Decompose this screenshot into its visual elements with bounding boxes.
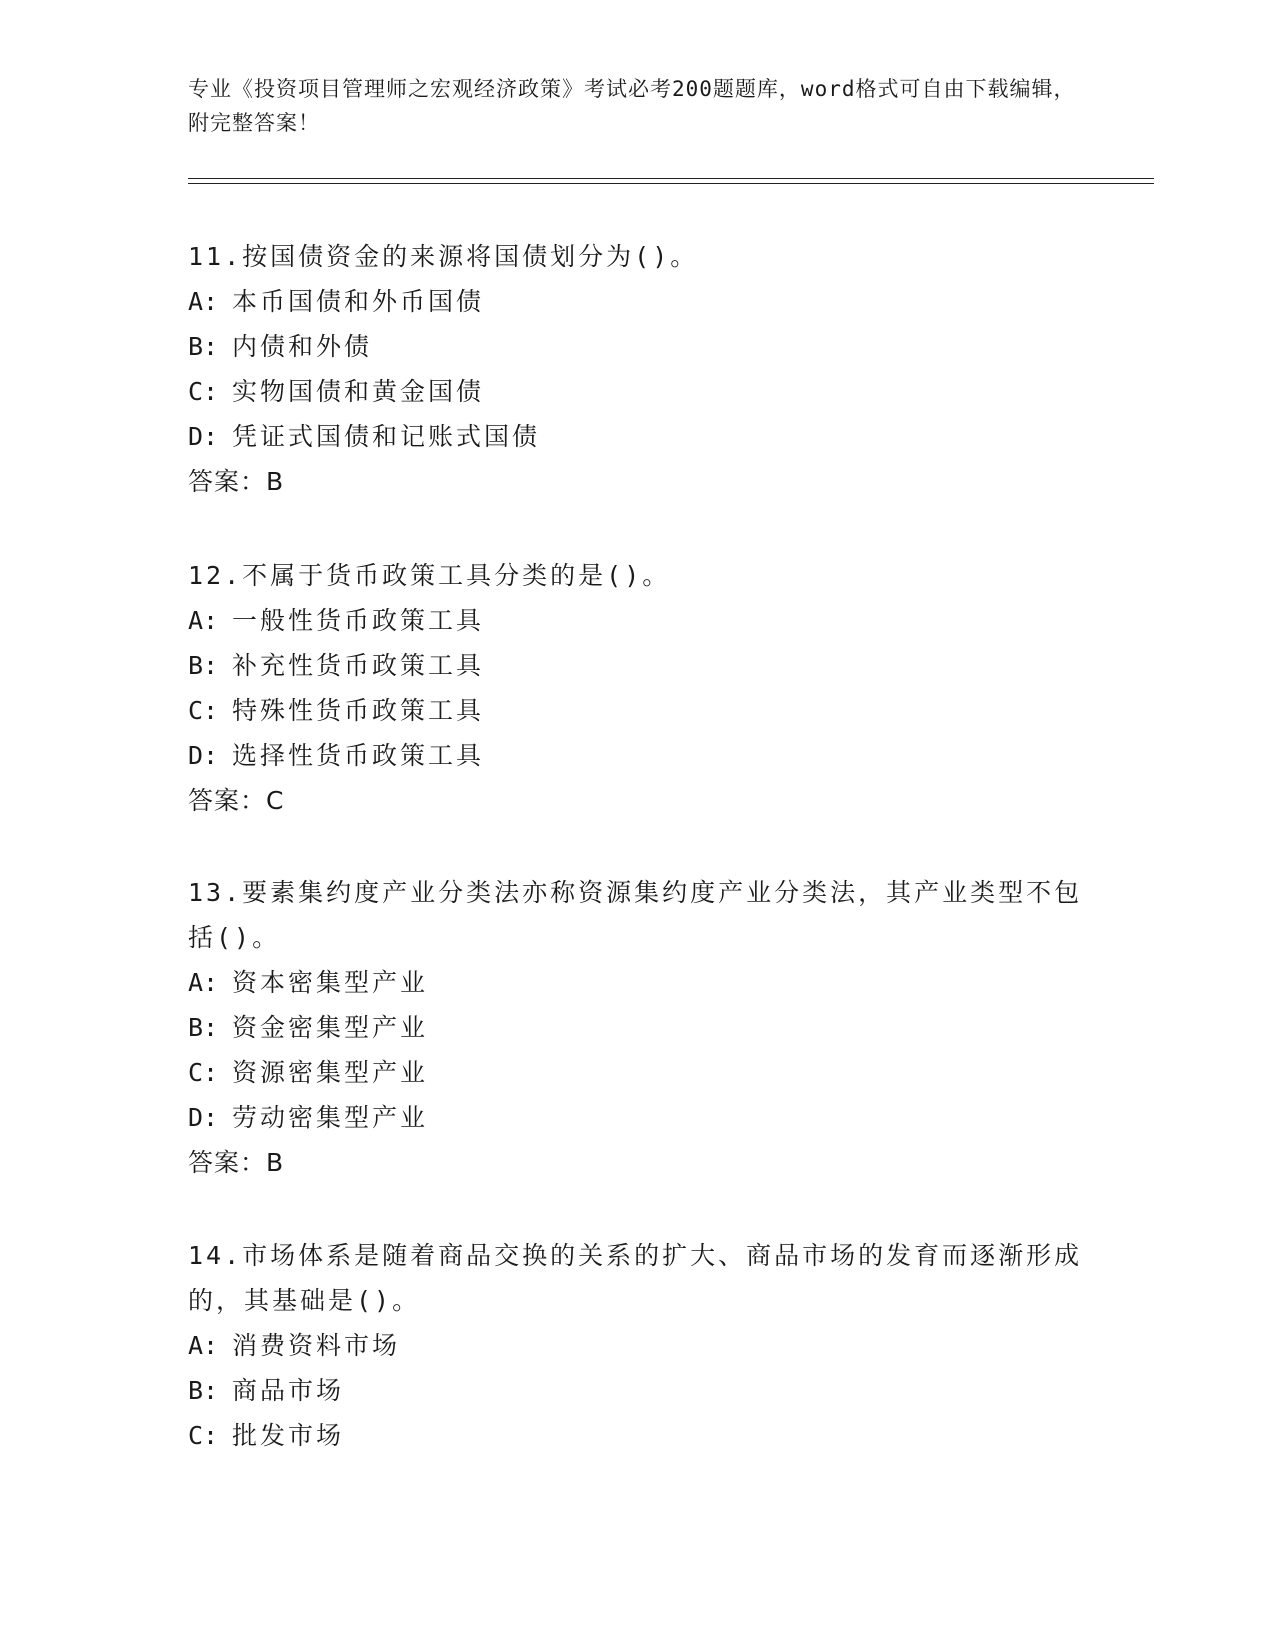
option-a [188, 598, 1088, 643]
option-b [188, 1005, 1088, 1050]
question-13 [188, 870, 1088, 1185]
option-letter: C: [188, 1421, 219, 1450]
option-text: 实物国债和黄金国债 [232, 377, 485, 406]
option-c [188, 1413, 1088, 1458]
question-stem: 14.市场体系是随着商品交换的关系的扩大、商品市场的发育而逐渐形成的，其基础是()。 [188, 1241, 1083, 1315]
option-text: 凭证式国债和记账式国债 [232, 422, 541, 451]
option-b [188, 643, 1088, 688]
question-stem: 13.要素集约度产业分类法亦称资源集约度产业分类法，其产业类型不包括()。 [188, 878, 1083, 952]
question-stem: 11.按国债资金的来源将国债划分为()。 [188, 242, 699, 271]
option-letter: C: [188, 696, 219, 725]
option-text: 本币国债和外币国债 [232, 287, 485, 316]
option-text: 特殊性货币政策工具 [232, 696, 485, 725]
option-d [188, 733, 1088, 778]
option-d [188, 1095, 1088, 1140]
header-text: 专业《投资项目管理师之宏观经济政策》考试必考200题题库，word格式可自由下载编辑，附完整答案！ [188, 77, 1076, 135]
option-c [188, 1050, 1088, 1095]
option-text: 消费资料市场 [232, 1331, 401, 1360]
option-a [188, 1323, 1088, 1368]
option-letter: D: [188, 741, 219, 770]
option-letter: D: [188, 422, 219, 451]
document-header [188, 72, 1088, 140]
option-letter: D: [188, 1103, 219, 1132]
option-letter: B: [188, 1013, 219, 1042]
option-text: 资金密集型产业 [232, 1013, 429, 1042]
option-text: 内债和外债 [232, 332, 373, 361]
question-12 [188, 553, 1088, 823]
option-letter: A: [188, 606, 219, 635]
header-divider-top [188, 178, 1154, 179]
question-stem: 12.不属于货币政策工具分类的是()。 [188, 561, 671, 590]
option-letter: C: [188, 377, 219, 406]
header-divider-bottom [188, 183, 1154, 184]
option-d [188, 414, 1088, 459]
option-c [188, 369, 1088, 414]
option-b [188, 324, 1088, 369]
option-c [188, 688, 1088, 733]
option-letter: B: [188, 332, 219, 361]
option-letter: B: [188, 651, 219, 680]
option-letter: B: [188, 1376, 219, 1405]
option-letter: A: [188, 968, 219, 997]
answer-line: 答案：C [188, 786, 285, 815]
question-14 [188, 1233, 1088, 1458]
option-a [188, 279, 1088, 324]
option-text: 资源密集型产业 [232, 1058, 429, 1087]
option-a [188, 960, 1088, 1005]
option-letter: A: [188, 1331, 219, 1360]
option-letter: C: [188, 1058, 219, 1087]
answer-line: 答案：B [188, 1148, 285, 1177]
question-11 [188, 234, 1088, 504]
answer-line: 答案：B [188, 467, 285, 496]
option-letter: A: [188, 287, 219, 316]
option-text: 选择性货币政策工具 [232, 741, 485, 770]
option-text: 资本密集型产业 [232, 968, 429, 997]
option-text: 补充性货币政策工具 [232, 651, 485, 680]
option-text: 商品市场 [232, 1376, 345, 1405]
option-text: 劳动密集型产业 [232, 1103, 429, 1132]
option-text: 一般性货币政策工具 [232, 606, 485, 635]
option-b [188, 1368, 1088, 1413]
option-text: 批发市场 [232, 1421, 345, 1450]
